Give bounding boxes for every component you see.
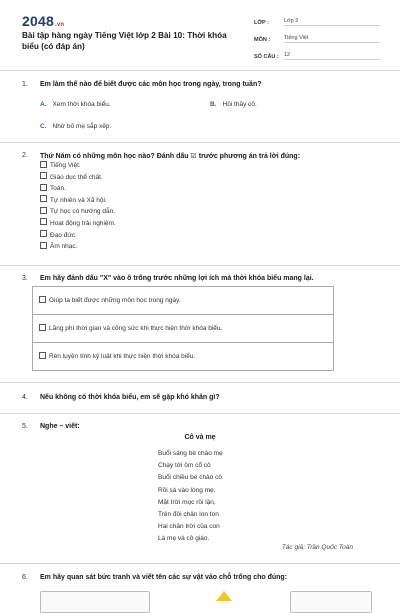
q3-table-row[interactable]: Rèn luyện tính kỷ luật khi thực hiện thời khóa biểu. — [33, 343, 333, 370]
picture-frame — [40, 591, 150, 613]
picture-frame — [290, 591, 372, 613]
q2-checkbox-item[interactable]: Toán. — [40, 183, 116, 195]
q2-checkbox-item[interactable]: Tự học có hướng dẫn. — [40, 206, 116, 218]
q4-number: 4. — [22, 394, 28, 401]
checkbox-icon[interactable] — [40, 207, 47, 214]
checkbox-icon[interactable] — [40, 195, 47, 202]
q6-text: Em hãy quan sát bức tranh và viết tên các sự vật vào chỗ trống cho đúng: — [40, 574, 288, 581]
q2-checkbox-list — [40, 160, 116, 253]
q1-text: Em làm thế nào để biết được các môn học trong ngày, trong tuần? — [40, 81, 262, 88]
q3-text: Em hãy đánh dấu "X" vào ô trống trước những lợi ích mà thời khóa biểu mang lại. — [40, 275, 314, 282]
q2-checkbox-item[interactable]: Tự nhiên và Xã hội. — [40, 195, 116, 207]
q4-text: Nếu không có thời khóa biểu, em sẽ gặp khó khăn gì? — [40, 394, 220, 401]
q1-option-b[interactable]: B. Hỏi thầy cô. — [210, 101, 257, 108]
q2-number: 2. — [22, 152, 28, 159]
q2-checkbox-item[interactable]: Hoạt động trải nghiệm. — [40, 218, 116, 230]
checkbox-icon[interactable] — [40, 161, 47, 168]
checkbox-icon[interactable] — [40, 184, 47, 191]
poem-lines — [158, 448, 223, 546]
divider — [0, 563, 400, 564]
site-logo[interactable]: 2048.vn — [22, 13, 65, 29]
poem-line: Trên đôi chân lon ton — [158, 510, 219, 518]
checkbox-icon[interactable] — [40, 230, 47, 237]
poem-line: Buổi sáng bé chào mẹ — [158, 450, 223, 457]
header — [0, 0, 400, 71]
document-title: Bài tập hàng ngày Tiếng Việt lớp 2 Bài 10: Thời khóa biểu (có đáp án) — [22, 31, 227, 51]
q2-checkbox-item[interactable]: Giáo dục thể chất. — [40, 172, 116, 184]
divider — [0, 142, 400, 143]
checkbox-icon[interactable] — [40, 172, 47, 179]
divider — [0, 265, 400, 266]
q2-checkbox-item[interactable]: Âm nhạc. — [40, 241, 116, 253]
meta-question-count: SỐ CÂU : 12 — [254, 47, 380, 60]
pencil-icon — [168, 591, 268, 603]
poem-line: Buổi chiều bé chào cô — [158, 474, 222, 482]
picture-frame — [168, 591, 268, 611]
q5-number: 5. — [22, 423, 28, 430]
divider — [0, 413, 400, 414]
poem-author: Tác giả: Trần Quốc Toàn — [281, 544, 353, 551]
q1-option-c[interactable]: C. Nhờ bố mẹ sắp xếp. — [40, 123, 112, 130]
q1-number: 1. — [22, 81, 28, 88]
q2-checkbox-item[interactable]: Đạo đức. — [40, 230, 116, 242]
poem-line: Là mẹ và cô giáo. — [158, 535, 210, 543]
q3-answer-table — [32, 286, 334, 371]
divider — [0, 382, 400, 383]
meta-subject: MÔN : Tiếng Việt — [254, 30, 380, 43]
poem-line: Chạy tới ôm cổ cô — [158, 462, 211, 470]
poem-line: Rồi sà vào lòng mẹ. — [158, 486, 216, 494]
poem-line: Mặt trời mọc rồi lặn, — [158, 498, 216, 506]
q3-table-row[interactable]: Lãng phí thời gian và công sức khi thực hiện thời khóa biểu. — [33, 315, 333, 343]
checkbox-icon[interactable] — [39, 296, 46, 303]
meta-info — [254, 13, 380, 64]
poem-title: Cô và mẹ — [184, 434, 216, 441]
checkbox-icon[interactable] — [40, 218, 47, 225]
checkbox-icon[interactable] — [39, 352, 46, 359]
q3-number: 3. — [22, 275, 28, 282]
q2-checkbox-item[interactable]: Tiếng Việt. — [40, 160, 116, 172]
checkbox-icon[interactable] — [40, 242, 47, 249]
q5-text: Nghe – viết: — [40, 423, 80, 430]
meta-grade: LỚP : Lớp 2 — [254, 13, 380, 26]
q6-number: 6. — [22, 574, 28, 581]
poem-line: Hai chân trời của con — [158, 523, 220, 531]
checkbox-icon[interactable] — [39, 324, 46, 331]
q3-table-row[interactable]: Giúp ta biết được những môn học trong ngày. — [33, 287, 333, 315]
q2-text: Thứ Năm có những môn học nào? Đánh dấu ☑ trước phương án trả lời đúng: — [40, 153, 301, 160]
q1-option-a[interactable]: A. Xem thời khóa biểu. — [40, 101, 111, 108]
